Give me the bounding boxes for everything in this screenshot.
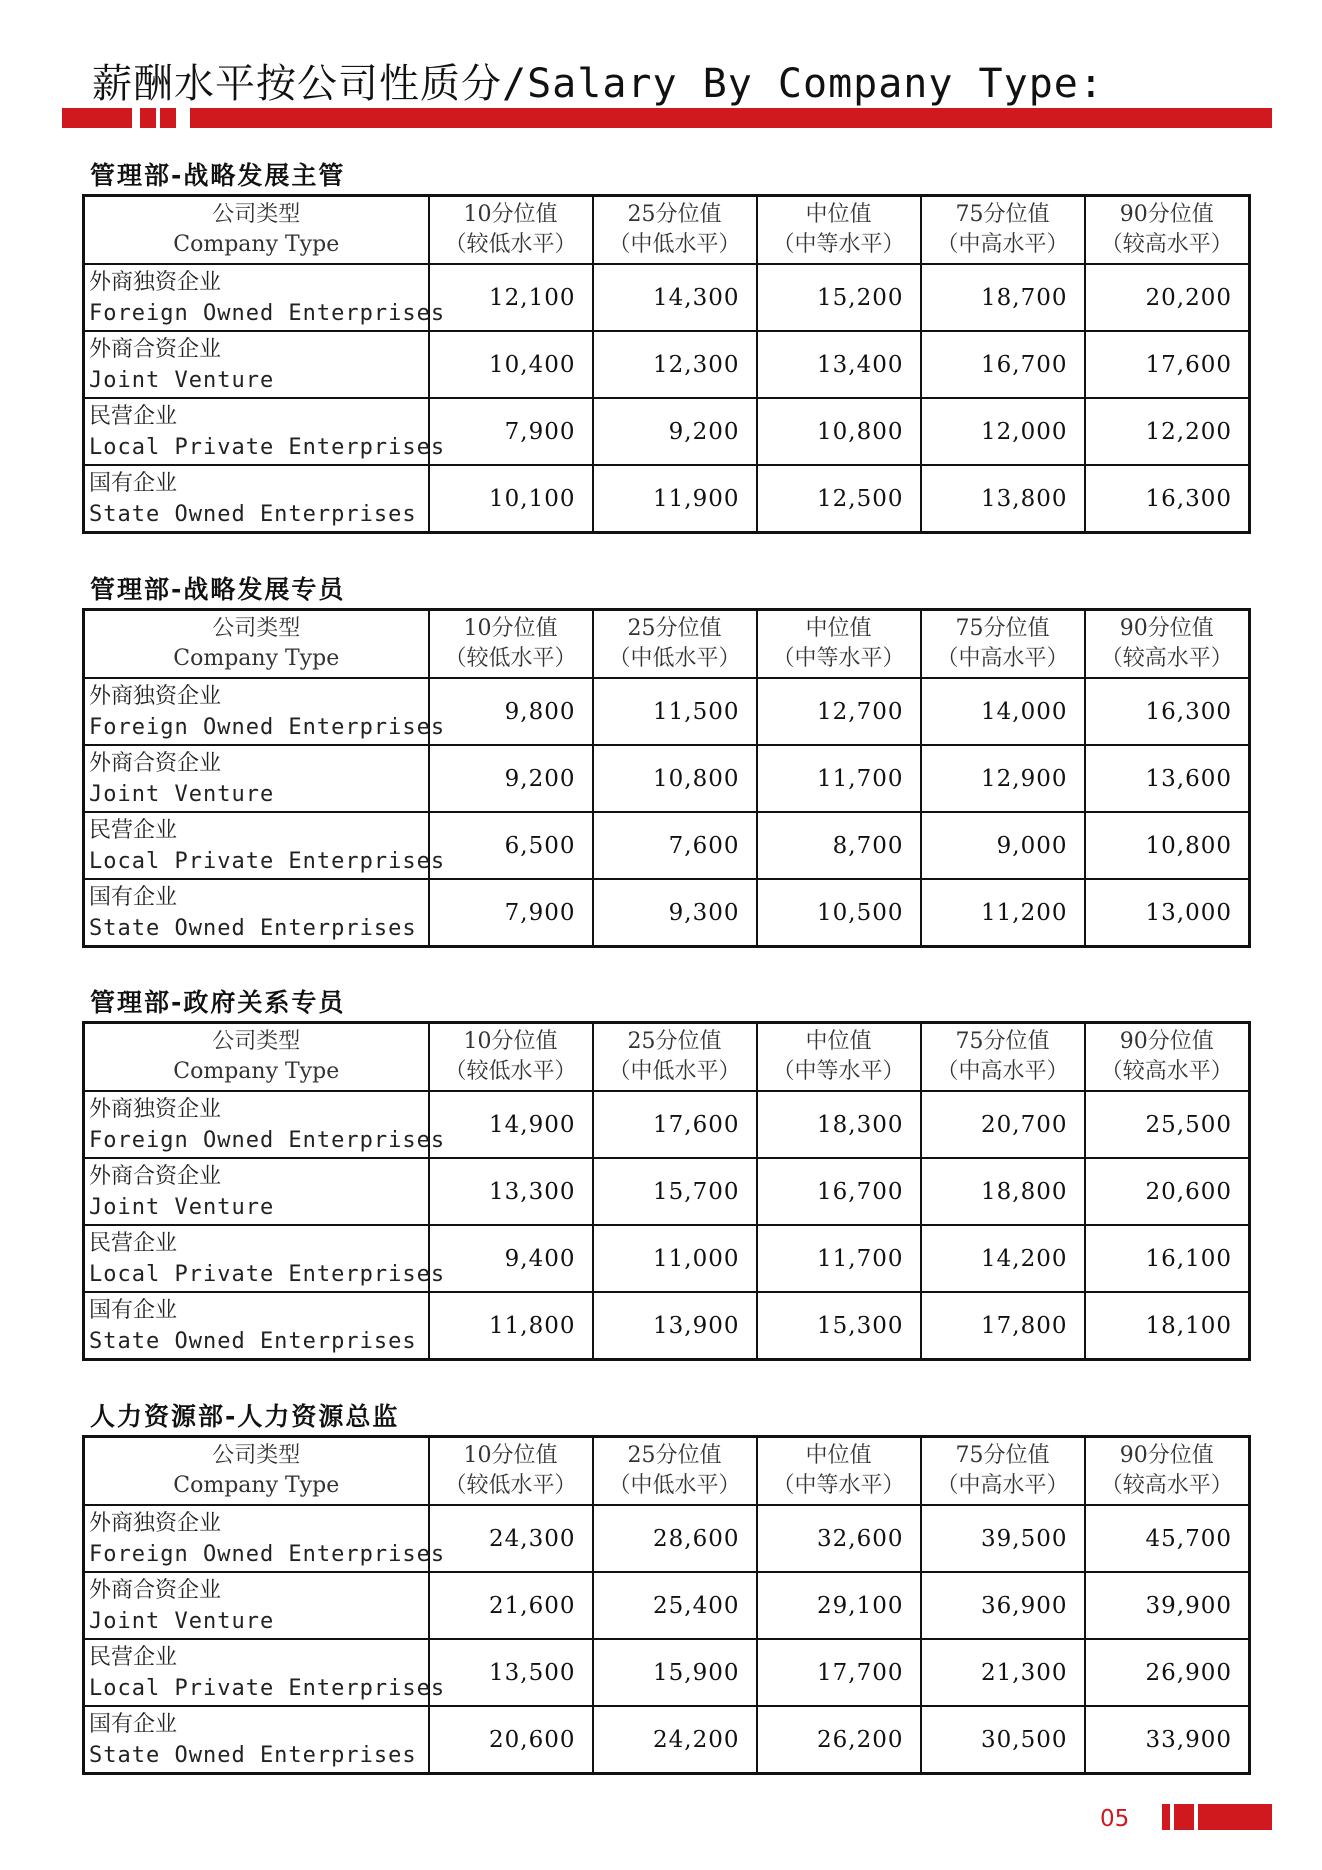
table-row: [84, 331, 1250, 398]
company-type-en: Joint Venture: [89, 781, 275, 807]
salary-value-p90: 26,900: [1085, 1639, 1250, 1706]
header-p10: [429, 1023, 593, 1092]
salary-value-p25: 11,000: [593, 1225, 757, 1292]
company-type-cn: 外商合资企业: [89, 1577, 222, 1603]
company-type-en: Foreign Owned Enterprises: [89, 714, 446, 740]
header-sublabel: Company Type: [173, 1473, 340, 1498]
salary-value-p25: 24,200: [593, 1706, 757, 1774]
header-sublabel: （较高水平）: [1100, 1473, 1233, 1498]
salary-value-p10: 6,500: [429, 812, 593, 879]
header-median: [757, 610, 921, 679]
table-row: [84, 1091, 1250, 1158]
company-type-cn: 民营企业: [89, 817, 178, 843]
header-p90: [1085, 196, 1250, 265]
salary-value-p90: 16,300: [1085, 678, 1250, 745]
salary-value-p25: 28,600: [593, 1505, 757, 1572]
header-median: [757, 196, 921, 265]
company-type-cell: [84, 1225, 446, 1292]
header-p90: [1085, 610, 1250, 679]
salary-value-p25: 11,900: [593, 465, 757, 533]
salary-value-p10: 20,600: [429, 1706, 593, 1774]
company-type-cn: 外商独资企业: [89, 269, 222, 295]
company-type-cn: 民营企业: [89, 403, 178, 429]
header-p90: [1085, 1023, 1250, 1092]
salary-section: [82, 1399, 1248, 1775]
header-sublabel: （中高水平）: [936, 1473, 1069, 1498]
company-type-cn: 国有企业: [89, 884, 178, 910]
page-number: 05: [1100, 1806, 1130, 1832]
company-type-cn: 外商独资企业: [89, 1510, 222, 1536]
salary-value-median: 10,800: [757, 398, 921, 465]
header-p75: [921, 1437, 1085, 1506]
header-company-type: [84, 196, 429, 265]
header-sublabel: （中低水平）: [608, 646, 741, 671]
header-median: [757, 1437, 921, 1506]
section-title: 管理部-战略发展主管: [90, 161, 346, 190]
header-sublabel: （较高水平）: [1100, 1059, 1233, 1084]
salary-value-p10: 13,500: [429, 1639, 593, 1706]
salary-value-p10: 9,200: [429, 745, 593, 812]
table-row: [84, 264, 1250, 331]
salary-value-p25: 15,700: [593, 1158, 757, 1225]
salary-value-p90: 20,200: [1085, 264, 1250, 331]
salary-value-p75: 16,700: [921, 331, 1085, 398]
company-type-cell: [84, 1091, 446, 1158]
company-type-cn: 国有企业: [89, 1711, 178, 1737]
company-type-en: Joint Venture: [89, 1194, 275, 1220]
salary-value-p75: 39,500: [921, 1505, 1085, 1572]
table-row: [84, 398, 1250, 465]
salary-value-median: 13,400: [757, 331, 921, 398]
header-label: 25分位值: [627, 1443, 722, 1468]
company-type-cn: 民营企业: [89, 1644, 178, 1670]
salary-value-p10: 10,400: [429, 331, 593, 398]
salary-value-median: 32,600: [757, 1505, 921, 1572]
salary-value-median: 17,700: [757, 1639, 921, 1706]
header-label: 公司类型: [212, 1443, 301, 1468]
salary-value-p25: 17,600: [593, 1091, 757, 1158]
header-sublabel: （较低水平）: [444, 1473, 577, 1498]
header-p25: [593, 610, 757, 679]
table-row: [84, 465, 1250, 533]
salary-value-p75: 18,800: [921, 1158, 1085, 1225]
header-company-type: [84, 1023, 429, 1092]
header-label: 中位值: [805, 1443, 872, 1468]
section-title: 人力资源部-人力资源总监: [90, 1402, 400, 1431]
salary-value-p90: 25,500: [1085, 1091, 1250, 1158]
salary-value-p90: 18,100: [1085, 1292, 1250, 1360]
salary-value-p90: 45,700: [1085, 1505, 1250, 1572]
header-label: 中位值: [805, 202, 872, 227]
header-sublabel: （较高水平）: [1100, 232, 1233, 257]
company-type-en: State Owned Enterprises: [89, 501, 417, 527]
header-p25: [593, 196, 757, 265]
header-label: 25分位值: [627, 202, 722, 227]
table-header-row: [84, 610, 1250, 679]
salary-value-median: 8,700: [757, 812, 921, 879]
salary-value-p25: 10,800: [593, 745, 757, 812]
company-type-en: Foreign Owned Enterprises: [89, 1127, 446, 1153]
salary-value-p75: 17,800: [921, 1292, 1085, 1360]
header-sublabel: （中等水平）: [772, 1059, 905, 1084]
company-type-en: Joint Venture: [89, 1608, 275, 1634]
header-label: 90分位值: [1119, 1443, 1214, 1468]
company-type-en: State Owned Enterprises: [89, 1742, 417, 1768]
salary-value-p25: 9,300: [593, 879, 757, 947]
header-label: 10分位值: [463, 616, 558, 641]
company-type-en: Foreign Owned Enterprises: [89, 300, 446, 326]
header-label: 25分位值: [627, 616, 722, 641]
salary-value-p90: 33,900: [1085, 1706, 1250, 1774]
header-p25: [593, 1437, 757, 1506]
header-company-type: [84, 1437, 429, 1506]
salary-value-p10: 11,800: [429, 1292, 593, 1360]
salary-table: [82, 194, 1251, 534]
company-type-en: Local Private Enterprises: [89, 1261, 446, 1287]
company-type-cell: [84, 1158, 429, 1225]
table-row: [84, 1572, 1250, 1639]
table-row: [84, 1158, 1250, 1225]
salary-value-median: 26,200: [757, 1706, 921, 1774]
company-type-cn: 外商独资企业: [89, 1096, 222, 1122]
salary-value-p75: 9,000: [921, 812, 1085, 879]
title-accent-bar: [62, 108, 1272, 128]
salary-value-p90: 39,900: [1085, 1572, 1250, 1639]
section-title: 管理部-战略发展专员: [90, 575, 346, 604]
salary-value-p90: 17,600: [1085, 331, 1250, 398]
company-type-en: Local Private Enterprises: [89, 848, 446, 874]
salary-value-p75: 14,200: [921, 1225, 1085, 1292]
salary-value-p10: 14,900: [429, 1091, 593, 1158]
company-type-cell: [84, 1505, 446, 1572]
salary-value-p25: 12,300: [593, 331, 757, 398]
company-type-cell: [84, 398, 446, 465]
header-p75: [921, 196, 1085, 265]
header-sublabel: Company Type: [173, 1059, 340, 1084]
header-label: 75分位值: [955, 616, 1050, 641]
company-type-en: State Owned Enterprises: [89, 915, 417, 941]
header-p10: [429, 196, 593, 265]
header-label: 公司类型: [212, 202, 301, 227]
table-header-row: [84, 1023, 1250, 1092]
header-label: 90分位值: [1119, 1029, 1214, 1054]
table-header-row: [84, 1437, 1250, 1506]
salary-value-p25: 9,200: [593, 398, 757, 465]
company-type-cn: 外商合资企业: [89, 1163, 222, 1189]
table-header-row: [84, 196, 1250, 265]
salary-value-p25: 13,900: [593, 1292, 757, 1360]
salary-value-p10: 13,300: [429, 1158, 593, 1225]
header-label: 75分位值: [955, 202, 1050, 227]
salary-value-p10: 9,400: [429, 1225, 593, 1292]
table-row: [84, 879, 1250, 947]
salary-value-p90: 10,800: [1085, 812, 1250, 879]
company-type-cn: 国有企业: [89, 470, 178, 496]
header-label: 10分位值: [463, 202, 558, 227]
company-type-en: Local Private Enterprises: [89, 1675, 446, 1701]
salary-value-median: 16,700: [757, 1158, 921, 1225]
salary-value-p90: 16,100: [1085, 1225, 1250, 1292]
header-p75: [921, 610, 1085, 679]
salary-value-median: 15,300: [757, 1292, 921, 1360]
header-label: 10分位值: [463, 1029, 558, 1054]
header-p25: [593, 1023, 757, 1092]
header-sublabel: （中等水平）: [772, 1473, 905, 1498]
salary-value-median: 15,200: [757, 264, 921, 331]
salary-value-median: 29,100: [757, 1572, 921, 1639]
company-type-cell: [84, 812, 446, 879]
salary-value-p10: 9,800: [429, 678, 593, 745]
company-type-cell: [84, 1639, 446, 1706]
salary-value-p75: 12,900: [921, 745, 1085, 812]
header-label: 75分位值: [955, 1029, 1050, 1054]
salary-value-p25: 15,900: [593, 1639, 757, 1706]
table-row: [84, 678, 1250, 745]
salary-table: [82, 608, 1251, 948]
header-label: 公司类型: [212, 1029, 301, 1054]
header-sublabel: （较高水平）: [1100, 646, 1233, 671]
header-p75: [921, 1023, 1085, 1092]
header-sublabel: （中等水平）: [772, 646, 905, 671]
header-label: 中位值: [805, 1029, 872, 1054]
header-label: 75分位值: [955, 1443, 1050, 1468]
header-sublabel: （较低水平）: [444, 1059, 577, 1084]
header-label: 25分位值: [627, 1029, 722, 1054]
salary-value-p75: 36,900: [921, 1572, 1085, 1639]
header-sublabel: （中低水平）: [608, 1473, 741, 1498]
salary-value-p10: 12,100: [429, 264, 593, 331]
salary-value-p75: 14,000: [921, 678, 1085, 745]
salary-value-p10: 21,600: [429, 1572, 593, 1639]
table-row: [84, 1706, 1250, 1774]
company-type-cell: [84, 678, 446, 745]
table-row: [84, 1292, 1250, 1360]
salary-table: [82, 1021, 1251, 1361]
header-company-type: [84, 610, 429, 679]
company-type-cell: [84, 1706, 429, 1774]
salary-value-median: 10,500: [757, 879, 921, 947]
salary-value-p90: 12,200: [1085, 398, 1250, 465]
company-type-cell: [84, 879, 429, 947]
header-sublabel: （较低水平）: [444, 232, 577, 257]
salary-table: [82, 1435, 1251, 1775]
salary-value-p10: 7,900: [429, 879, 593, 947]
company-type-en: Local Private Enterprises: [89, 434, 446, 460]
header-label: 10分位值: [463, 1443, 558, 1468]
header-p10: [429, 1437, 593, 1506]
company-type-cn: 外商独资企业: [89, 683, 222, 709]
salary-value-p10: 7,900: [429, 398, 593, 465]
salary-value-p75: 20,700: [921, 1091, 1085, 1158]
table-row: [84, 1505, 1250, 1572]
salary-value-median: 11,700: [757, 1225, 921, 1292]
header-label: 90分位值: [1119, 202, 1214, 227]
salary-value-median: 11,700: [757, 745, 921, 812]
company-type-cell: [84, 1292, 429, 1360]
header-sublabel: Company Type: [173, 646, 340, 671]
page-footer: [1100, 1802, 1272, 1836]
salary-value-p10: 10,100: [429, 465, 593, 533]
salary-section: [82, 572, 1248, 948]
salary-value-p90: 16,300: [1085, 465, 1250, 533]
table-row: [84, 1639, 1250, 1706]
company-type-cell: [84, 331, 429, 398]
table-row: [84, 745, 1250, 812]
header-label: 公司类型: [212, 616, 301, 641]
header-sublabel: （中等水平）: [772, 232, 905, 257]
salary-value-p75: 30,500: [921, 1706, 1085, 1774]
salary-value-p75: 18,700: [921, 264, 1085, 331]
company-type-cell: [84, 264, 446, 331]
salary-value-p25: 11,500: [593, 678, 757, 745]
header-median: [757, 1023, 921, 1092]
header-sublabel: （中高水平）: [936, 1059, 1069, 1084]
company-type-cell: [84, 1572, 429, 1639]
header-sublabel: Company Type: [173, 232, 340, 257]
salary-value-p25: 25,400: [593, 1572, 757, 1639]
salary-value-median: 18,300: [757, 1091, 921, 1158]
company-type-en: State Owned Enterprises: [89, 1328, 417, 1354]
salary-value-median: 12,700: [757, 678, 921, 745]
section-title: 管理部-政府关系专员: [90, 988, 346, 1017]
salary-value-p75: 13,800: [921, 465, 1085, 533]
company-type-cell: [84, 465, 429, 533]
company-type-en: Joint Venture: [89, 367, 275, 393]
company-type-cn: 国有企业: [89, 1297, 178, 1323]
company-type-cell: [84, 745, 429, 812]
table-row: [84, 1225, 1250, 1292]
header-label: 中位值: [805, 616, 872, 641]
salary-value-p90: 20,600: [1085, 1158, 1250, 1225]
header-sublabel: （中高水平）: [936, 646, 1069, 671]
company-type-cn: 外商合资企业: [89, 336, 222, 362]
header-sublabel: （中低水平）: [608, 1059, 741, 1084]
salary-value-p90: 13,000: [1085, 879, 1250, 947]
salary-value-p90: 13,600: [1085, 745, 1250, 812]
salary-value-p25: 7,600: [593, 812, 757, 879]
company-type-cn: 民营企业: [89, 1230, 178, 1256]
salary-value-p25: 14,300: [593, 264, 757, 331]
salary-value-p75: 11,200: [921, 879, 1085, 947]
company-type-cn: 外商合资企业: [89, 750, 222, 776]
company-type-en: Foreign Owned Enterprises: [89, 1541, 446, 1567]
salary-value-p10: 24,300: [429, 1505, 593, 1572]
header-sublabel: （中高水平）: [936, 232, 1069, 257]
header-p10: [429, 610, 593, 679]
salary-value-p75: 21,300: [921, 1639, 1085, 1706]
salary-section: [82, 158, 1248, 534]
salary-value-p75: 12,000: [921, 398, 1085, 465]
header-sublabel: （较低水平）: [444, 646, 577, 671]
page-title: 薪酬水平按公司性质分/Salary By Company Type:: [92, 61, 1104, 107]
salary-section: [82, 985, 1248, 1361]
table-row: [84, 812, 1250, 879]
header-sublabel: （中低水平）: [608, 232, 741, 257]
salary-value-median: 12,500: [757, 465, 921, 533]
header-label: 90分位值: [1119, 616, 1214, 641]
header-p90: [1085, 1437, 1250, 1506]
